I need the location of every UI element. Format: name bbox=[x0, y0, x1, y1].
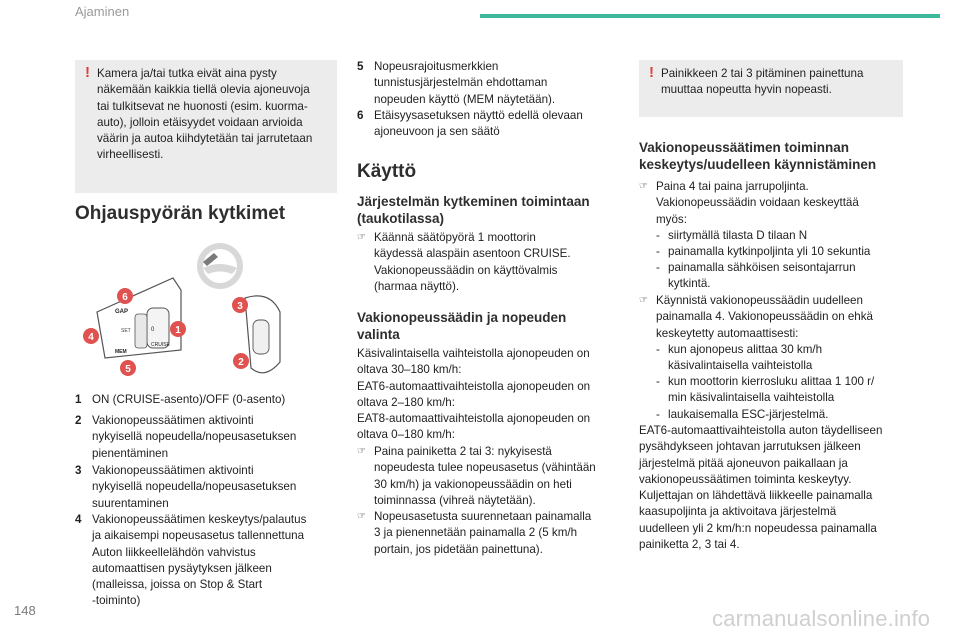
item-line: Vakionopeussäätimen keskeytys/palautus bbox=[92, 513, 307, 526]
svg-text:2: 2 bbox=[238, 357, 244, 368]
subheading-line: Vakionopeussäädin ja nopeuden bbox=[357, 310, 567, 325]
label-mem: MEM bbox=[115, 349, 127, 355]
steering-switch-illustration bbox=[75, 240, 285, 390]
right-stalk-drawing bbox=[245, 296, 280, 373]
item-number: 2 bbox=[75, 414, 82, 427]
header-accent-bar bbox=[480, 14, 940, 18]
bullet-line: Vakionopeussäädin on käyttövalmis bbox=[374, 263, 558, 277]
callout-1 bbox=[170, 321, 186, 337]
callout-2 bbox=[233, 353, 249, 369]
item-number: 1 bbox=[75, 393, 82, 406]
para-line: painiketta 2, 3 tai 4. bbox=[639, 538, 740, 552]
item-line: automaattisen pysäytyksen jälkeen bbox=[92, 561, 272, 575]
item-line: Etäisyysasetuksen näyttö edellä olevaan bbox=[374, 109, 583, 122]
para-line: oltava 0–180 km/h: bbox=[357, 428, 455, 442]
dash-line: min käsivalintaisella vaihteistolla bbox=[668, 391, 835, 405]
bullet-line: Käännä säätöpyörä 1 moottorin bbox=[374, 231, 536, 244]
label-set: SET bbox=[121, 328, 131, 334]
item-line: suurentaminen bbox=[92, 496, 169, 510]
bullet-line: Paina 4 tai paina jarrupoljinta. bbox=[656, 180, 809, 193]
callout-4 bbox=[83, 328, 99, 344]
subheading-pause-resume bbox=[639, 139, 876, 173]
svg-text:5: 5 bbox=[125, 364, 131, 375]
bullet-line: 30 km/h) ja vakionopeussäädin on heti bbox=[374, 477, 572, 491]
subheading-line: valinta bbox=[357, 327, 400, 342]
item-line: pienentäminen bbox=[92, 446, 169, 460]
eat6-stop-paragraph bbox=[639, 423, 924, 553]
para-line: kaasupoljinta ja aktivoitava järjestelmä bbox=[639, 505, 837, 519]
dash-line: kun ajonopeus alittaa 30 km/h bbox=[668, 343, 823, 356]
bullet-arrow-icon: ☞ bbox=[357, 511, 366, 522]
bullet-line: myös: bbox=[656, 212, 687, 226]
warning-text bbox=[97, 66, 312, 164]
dash-mark: - bbox=[656, 245, 660, 258]
bullet-line: Nopeusasetusta suurennetaan painamalla bbox=[374, 510, 592, 523]
dash-mark: - bbox=[656, 375, 660, 388]
dash-line: painamalla kytkinpoljinta yli 10 sekuntia bbox=[668, 245, 871, 258]
dash-mark: - bbox=[656, 343, 660, 356]
label-gap: GAP bbox=[115, 309, 129, 315]
callout-3 bbox=[232, 297, 248, 313]
label-cruise: CRUISE bbox=[151, 342, 170, 348]
header-section-title: Ajaminen bbox=[75, 4, 130, 19]
para-line: uudelleen yli 2 km/h:n nopeudessa painamalla bbox=[639, 521, 877, 535]
bullet-line: keskeytetty automaattisesti: bbox=[656, 326, 799, 340]
steering-wheel-icon bbox=[197, 243, 243, 289]
bullet-line: 3 ja pienennetään painamalla 2 (5 km/h bbox=[374, 526, 578, 540]
item-line: (malleissa, joissa on Stop & Start bbox=[92, 578, 263, 592]
svg-text:4: 4 bbox=[88, 332, 94, 343]
bullet-arrow-icon: ☞ bbox=[357, 446, 366, 457]
item-line: ja aikaisempi nopeusasetus tallennettuna bbox=[92, 529, 305, 543]
callout-5 bbox=[120, 360, 136, 376]
dash-line: laukaisemalla ESC-järjestelmä. bbox=[668, 408, 829, 421]
watermark: carmanualsonline.info bbox=[712, 606, 931, 631]
subheading-activation bbox=[357, 193, 590, 227]
warning-text bbox=[661, 66, 863, 99]
para-line: oltava 2–180 km/h: bbox=[357, 395, 455, 409]
warning-line: Kamera ja/tai tutka eivät aina pysty bbox=[97, 67, 277, 80]
item-number: 3 bbox=[75, 464, 82, 477]
item-line: -toiminto) bbox=[92, 594, 141, 608]
item-number: 4 bbox=[75, 513, 82, 526]
para-line: pysähdykseen johtavan jarrutuksen jälkeen bbox=[639, 440, 861, 454]
subheading-line: Vakionopeussäätimen toiminnan bbox=[639, 140, 850, 155]
para-line: järjestelmä pitää ajoneuvon paikallaan ja bbox=[639, 456, 848, 470]
item-line: Auton liikkeellelähdön vahvistus bbox=[92, 545, 256, 559]
para-line: oltava 30–180 km/h: bbox=[357, 363, 462, 377]
bullet-line: portain, jos pidetään painettuna). bbox=[374, 542, 543, 556]
dash-mark: - bbox=[656, 229, 660, 242]
bullet-line: (harmaa näyttö). bbox=[374, 279, 460, 293]
item-line: Vakionopeussäätimen aktivointi bbox=[92, 464, 254, 477]
dash-mark: - bbox=[656, 261, 660, 274]
bullet-line: Käynnistä vakionopeussäädin uudelleen bbox=[656, 294, 863, 307]
para-line: EAT8-automaattivaihteistolla ajonopeuden on bbox=[357, 412, 591, 426]
item-line: nykyisellä nopeudella/nopeusasetuksen bbox=[92, 480, 297, 494]
item-line: Nopeusrajoitusmerkkien bbox=[374, 60, 499, 73]
item-line: nykyisellä nopeudella/nopeusasetuksen bbox=[92, 430, 297, 444]
item-line: Vakionopeussäätimen aktivointi bbox=[92, 414, 254, 427]
warning-box-camera bbox=[75, 60, 337, 193]
warning-line: virheellisesti. bbox=[97, 148, 164, 162]
warning-line: näkemään kaikkia tiellä olevia ajoneuvoja bbox=[97, 83, 310, 97]
item-number: 6 bbox=[357, 109, 364, 122]
warning-line: tai tulkitsevat ne huonosti (esim. kuorma- bbox=[97, 99, 308, 113]
warning-line: auto), jolloin etäisyydet voidaan arvioida bbox=[97, 115, 303, 129]
label-zero: 0 bbox=[151, 327, 155, 333]
warning-line: väärin ja autoa kiihdytetään tai jarrutetaan bbox=[97, 132, 313, 146]
item-number: 5 bbox=[357, 60, 364, 73]
svg-text:1: 1 bbox=[175, 325, 181, 336]
subheading-line: keskeytys/uudelleen käynnistäminen bbox=[639, 157, 877, 172]
item-line: ON (CRUISE-asento)/OFF (0-asento) bbox=[92, 393, 286, 406]
item-line: tunnistusjärjestelmän ehdottaman bbox=[374, 76, 548, 90]
svg-text:6: 6 bbox=[122, 292, 128, 303]
section-heading-usage: Käyttö bbox=[357, 161, 417, 182]
speed-ranges-paragraph bbox=[357, 346, 632, 444]
bullet-line: käydessä alaspäin asentoon CRUISE. bbox=[374, 247, 571, 261]
svg-text:3: 3 bbox=[237, 301, 243, 312]
subheading-speed-selection bbox=[357, 309, 566, 343]
callout-6 bbox=[117, 288, 133, 304]
bullet-arrow-icon: ☞ bbox=[639, 181, 648, 192]
item-line: nopeuden käyttö (MEM näytetään). bbox=[374, 92, 556, 106]
bullet-line: nopeudesta tulee nopeusasetus (vähintään bbox=[374, 461, 596, 475]
section-heading-steering-switches: Ohjauspyörän kytkimet bbox=[75, 203, 286, 224]
dash-line: siirtymällä tilasta D tilaan N bbox=[668, 229, 808, 242]
para-line: vakionopeussäätimen toiminta keskeytyy. bbox=[639, 472, 852, 486]
dash-mark: - bbox=[656, 408, 660, 421]
bullet-line: Paina painiketta 2 tai 3: nykyisestä bbox=[374, 445, 552, 458]
bullet-arrow-icon: ☞ bbox=[639, 295, 648, 306]
dash-line: painamalla sähköisen seisontajarrun bbox=[668, 261, 856, 274]
warning-box-button-hold bbox=[639, 60, 903, 117]
warning-line: Painikkeen 2 tai 3 pitäminen painettuna bbox=[661, 67, 864, 80]
para-line: Kuljettajan on lähdettävä liikkeelle painamalla bbox=[639, 489, 873, 503]
page-number: 148 bbox=[14, 603, 36, 618]
dash-line: käsivalintaisella vaihteistolla bbox=[668, 359, 813, 373]
subheading-line: Järjestelmän kytkeminen toimintaan bbox=[357, 194, 590, 209]
item-line: ajoneuvoon ja sen säätö bbox=[374, 125, 500, 139]
para-line: EAT6-automaattivaihteistolla ajonopeuden on bbox=[357, 379, 591, 393]
bullet-line: Vakionopeussäädin voidaan keskeyttää bbox=[656, 196, 859, 210]
warning-icon: ! bbox=[85, 64, 90, 81]
dash-line: kytkintä. bbox=[668, 277, 711, 291]
subheading-line: (taukotilassa) bbox=[357, 211, 445, 226]
bullet-line: painamalla 4. Vakionopeussäädin on ehkä bbox=[656, 310, 874, 324]
bullet-arrow-icon: ☞ bbox=[357, 232, 366, 243]
warning-line: muuttaa nopeutta hyvin nopeasti. bbox=[661, 83, 832, 97]
para-line: Käsivalintaisella vaihteistolla ajonopeuden on bbox=[357, 347, 590, 360]
dash-line: kun moottorin kierrosluku alittaa 1 100 r/ bbox=[668, 375, 875, 388]
bullet-line: toiminnassa (vihreä näytetään). bbox=[374, 493, 536, 507]
warning-icon: ! bbox=[649, 64, 654, 81]
para-line: EAT6-automaattivaihteistolla auton täydelliseen bbox=[639, 424, 883, 437]
